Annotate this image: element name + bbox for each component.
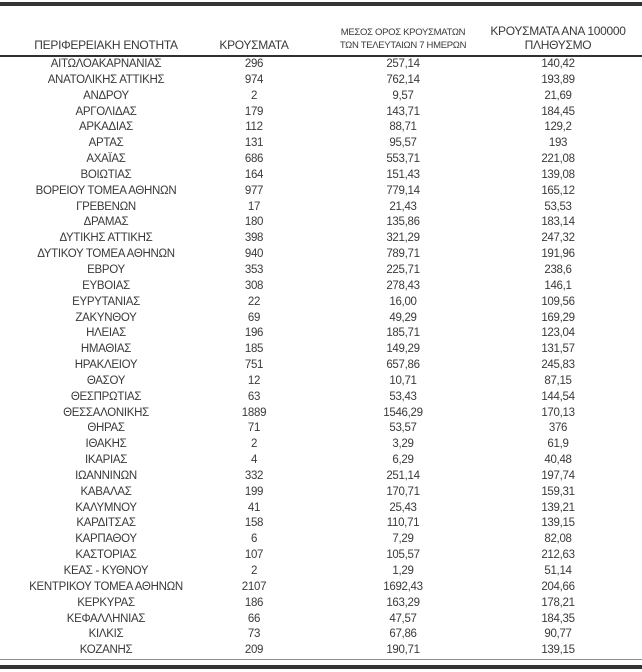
avg7-cell: 151,43: [386, 168, 420, 181]
header-region: ΠΕΡΙΦΕΡΕΙΑΚΗ ΕΝΟΤΗΤΑ: [0, 0, 212, 56]
avg7-cell: 257,14: [386, 58, 420, 70]
table-row: [0, 73, 642, 89]
table-row: [0, 295, 642, 311]
region-cell: ΑΙΤΩΛΟΑΚΑΡΝΑΝΙΑΣ: [50, 58, 162, 70]
per100k-cell: 129,2: [544, 121, 572, 134]
avg7-cell: 21,43: [389, 200, 417, 213]
header-avg7-line1: ΜΕΣΟΣ ΟΡΟΣ ΚΡΟΥΣΜΑΤΩΝ: [340, 27, 466, 38]
avg7-cell: 135,86: [386, 216, 420, 229]
cases-cell: 63: [247, 390, 261, 403]
cases-cell: 2: [250, 438, 258, 451]
table-row: [0, 358, 642, 374]
region-cell: ΚΑΡΔΙΤΣΑΣ: [76, 517, 136, 530]
avg7-cell: 149,29: [386, 343, 420, 356]
cases-cell: 1889: [241, 406, 267, 419]
region-cell: ΑΝΔΡΟΥ: [83, 89, 129, 102]
avg7-cell: 190,71: [386, 644, 420, 657]
region-cell: ΒΟΡΕΙΟΥ ΤΟΜΕΑ ΑΘΗΝΩΝ: [35, 184, 177, 197]
avg7-cell: 10,71: [389, 374, 417, 387]
table-row: [0, 643, 642, 659]
per100k-cell: 169,29: [541, 311, 575, 324]
cases-cell: 17: [247, 200, 261, 213]
avg7-cell: 110,71: [386, 517, 420, 530]
per100k-cell: 178,21: [541, 596, 575, 609]
per100k-cell: 193: [548, 137, 568, 150]
region-cell: ΑΝΑΤΟΛΙΚΗΣ ΑΤΤΙΚΗΣ: [47, 73, 165, 86]
avg7-cell: 251,14: [386, 469, 420, 482]
table-row: [0, 105, 642, 121]
avg7-cell: 321,29: [386, 232, 420, 245]
per100k-cell: 376: [548, 422, 568, 435]
per100k-cell: 140,42: [541, 58, 575, 70]
cases-cell: 199: [244, 485, 264, 498]
region-cell: ΚΟΖΑΝΗΣ: [79, 644, 133, 657]
cases-cell: 107: [244, 549, 264, 562]
avg7-cell: 143,71: [386, 105, 420, 118]
cases-cell: 974: [244, 73, 264, 86]
per100k-cell: 159,31: [541, 485, 575, 498]
table-row: [0, 56, 642, 73]
per100k-cell: 61,9: [547, 438, 569, 451]
region-cell: ΔΡΑΜΑΣ: [83, 216, 129, 229]
table-row: [0, 437, 642, 453]
region-cell: ΚΑΒΑΛΑΣ: [80, 485, 132, 498]
cases-cell: 112: [245, 121, 263, 134]
table-row: [0, 516, 642, 532]
per100k-cell: 165,12: [541, 184, 575, 197]
per100k-cell: 184,45: [541, 105, 575, 118]
per100k-cell: 146,1: [544, 279, 572, 292]
cases-cell: 2: [250, 565, 258, 577]
per100k-cell: 191,96: [541, 248, 575, 261]
table-row: [0, 263, 642, 279]
cases-cell: 186: [244, 596, 264, 609]
cases-cell: 180: [244, 216, 264, 229]
per100k-cell: 197,74: [541, 469, 575, 482]
cases-cell: 296: [244, 58, 264, 70]
per100k-cell: 193,89: [541, 73, 575, 86]
avg7-cell: 7,29: [392, 533, 414, 546]
avg7-cell: 170,71: [386, 485, 420, 498]
avg7-cell: 95,57: [389, 137, 417, 150]
cases-cell: 332: [244, 469, 264, 482]
table-row: [0, 627, 642, 643]
avg7-cell: 49,29: [389, 311, 417, 324]
header-row: [0, 0, 642, 56]
region-cell: ΚΕΦΑΛΛΗΝΙΑΣ: [66, 612, 146, 625]
table-row: [0, 215, 642, 231]
avg7-cell: 88,71: [389, 121, 417, 134]
table-row: [0, 120, 642, 136]
table-row: [0, 168, 642, 184]
region-cell: ΖΑΚΥΝΘΟΥ: [75, 311, 137, 324]
cases-cell: 196: [244, 327, 264, 340]
region-cell: ΚΙΛΚΙΣ: [88, 628, 124, 641]
avg7-cell: 25,43: [389, 501, 417, 514]
region-cell: ΘΑΣΟΥ: [86, 374, 126, 387]
bottom-rule: [0, 665, 642, 669]
table-row: [0, 485, 642, 501]
region-cell: ΗΛΕΙΑΣ: [86, 327, 126, 340]
header-per100k-line1: ΚΡΟΥΣΜΑΤΑ ΑΝΑ 100000: [490, 24, 626, 38]
cases-cell: 2: [250, 89, 258, 102]
avg7-cell: 67,86: [389, 628, 417, 641]
cases-cell: 6: [250, 533, 258, 546]
cases-cell: 73: [247, 628, 261, 641]
region-cell: ΕΥΒΟΙΑΣ: [82, 279, 130, 292]
per100k-cell: 40,48: [544, 454, 572, 467]
per100k-cell: 90,77: [544, 628, 572, 641]
region-cell: ΒΟΙΩΤΙΑΣ: [80, 168, 132, 181]
region-cell: ΘΕΣΣΑΛΟΝΙΚΗΣ: [63, 406, 149, 419]
cases-cell: 398: [244, 232, 264, 245]
avg7-cell: 9,57: [392, 89, 414, 102]
table-row: [0, 374, 642, 390]
cases-cell: 69: [247, 311, 261, 324]
region-cell: ΗΜΑΘΙΑΣ: [80, 343, 132, 356]
table-row: [0, 596, 642, 612]
region-cell: ΙΚΑΡΙΑΣ: [84, 454, 128, 467]
cases-cell: 940: [244, 248, 264, 261]
top-rule: [0, 2, 642, 6]
per100k-cell: 139,08: [541, 168, 575, 181]
header-cases: ΚΡΟΥΣΜΑΤΑ: [212, 0, 296, 56]
per100k-cell: 51,14: [544, 565, 572, 577]
avg7-cell: 779,14: [386, 184, 420, 197]
per100k-cell: 170,13: [541, 406, 575, 419]
region-cell: ΚΕΡΚΥΡΑΣ: [77, 596, 135, 609]
region-cell: ΘΗΡΑΣ: [87, 422, 125, 435]
region-cell: ΚΑΡΠΑΘΟΥ: [75, 533, 137, 546]
cases-cell: 12: [247, 374, 261, 387]
region-cell: ΕΥΡΥΤΑΝΙΑΣ: [72, 295, 140, 308]
table-row: [0, 231, 642, 247]
table-body: [0, 56, 642, 660]
region-cell: ΓΡΕΒΕΝΩΝ: [76, 200, 136, 213]
per100k-cell: 109,56: [541, 295, 575, 308]
header-per100k: [490, 0, 642, 56]
per100k-cell: 144,54: [541, 390, 575, 403]
region-cell: ΗΡΑΚΛΕΙΟΥ: [74, 359, 138, 372]
cases-cell: 22: [247, 295, 261, 308]
avg7-cell: 657,86: [386, 359, 420, 372]
table-row: [0, 469, 642, 485]
cases-cell: 41: [247, 501, 261, 514]
table-row: [0, 501, 642, 517]
avg7-cell: 6,29: [392, 454, 414, 467]
region-cell: ΚΑΛΥΜΝΟΥ: [75, 501, 137, 514]
table-row: [0, 564, 642, 580]
region-cell: ΔΥΤΙΚΟΥ ΤΟΜΕΑ ΑΘΗΝΩΝ: [37, 248, 175, 261]
region-cell: ΚΕΝΤΡΙΚΟΥ ΤΟΜΕΑ ΑΘΗΝΩΝ: [29, 580, 183, 593]
table-row: [0, 532, 642, 548]
region-cell: ΙΩΑΝΝΙΝΩΝ: [75, 469, 137, 482]
region-cell: ΘΕΣΠΡΩΤΙΑΣ: [70, 390, 142, 403]
table-row: [0, 184, 642, 200]
table-row: [0, 326, 642, 342]
avg7-cell: 1,29: [392, 565, 414, 577]
cases-cell: 977: [244, 184, 264, 197]
per100k-cell: 221,08: [541, 153, 575, 166]
avg7-cell: 16,00: [389, 295, 417, 308]
region-cell: ΑΡΓΟΛΙΔΑΣ: [75, 105, 137, 118]
table-row: [0, 453, 642, 469]
cases-cell: 4: [250, 454, 258, 467]
avg7-cell: 47,57: [389, 612, 417, 625]
table-row: [0, 342, 642, 358]
avg7-cell: 185,71: [386, 327, 420, 340]
cases-cell: 185: [244, 343, 264, 356]
avg7-cell: 278,43: [386, 279, 420, 292]
table-row: [0, 311, 642, 327]
table-row: [0, 421, 642, 437]
region-cell: ΚΕΑΣ - ΚΥΘΝΟΥ: [63, 565, 149, 577]
cases-cell: 131: [244, 137, 264, 150]
region-cell: ΙΘΑΚΗΣ: [85, 438, 127, 451]
table-row: [0, 136, 642, 152]
region-cell: ΑΧΑΪΑΣ: [86, 153, 126, 166]
cases-cell: 751: [244, 359, 264, 372]
per100k-cell: 184,35: [541, 612, 575, 625]
avg7-cell: 3,29: [392, 438, 414, 451]
per100k-cell: 21,69: [544, 89, 572, 102]
table-row: [0, 279, 642, 295]
avg7-cell: 53,43: [389, 390, 417, 403]
region-cell: ΑΡΤΑΣ: [88, 137, 124, 150]
header-per100k-line2: ΠΛΗΘΥΣΜΟ: [524, 38, 592, 52]
table-row: [0, 580, 642, 596]
cases-cell: 308: [244, 279, 264, 292]
avg7-cell: 553,71: [386, 153, 420, 166]
per100k-cell: 139,21: [541, 501, 575, 514]
table-row: [0, 247, 642, 263]
per100k-cell: 82,08: [544, 533, 572, 546]
header-avg7: [296, 0, 490, 56]
avg7-cell: 1692,43: [383, 580, 423, 593]
region-cell: ΔΥΤΙΚΗΣ ΑΤΤΙΚΗΣ: [59, 232, 153, 245]
avg7-cell: 163,29: [386, 596, 420, 609]
table-row: [0, 200, 642, 216]
per100k-cell: 139,15: [541, 644, 575, 657]
per100k-cell: 204,66: [541, 580, 575, 593]
per100k-cell: 139,15: [541, 517, 575, 530]
table-row: [0, 89, 642, 105]
table-row: [0, 406, 642, 422]
table-row: [0, 612, 642, 628]
avg7-cell: 225,71: [386, 263, 420, 276]
table-row: [0, 390, 642, 406]
avg7-cell: 53,57: [389, 422, 417, 435]
cases-cell: 158: [244, 517, 264, 530]
avg7-cell: 105,57: [386, 549, 420, 562]
per100k-cell: 212,63: [541, 549, 575, 562]
cases-cell: 164: [244, 168, 264, 181]
region-cell: ΑΡΚΑΔΙΑΣ: [79, 121, 133, 134]
per100k-cell: 247,32: [541, 232, 575, 245]
table-header: [0, 0, 642, 56]
cases-cell: 686: [244, 153, 264, 166]
per100k-cell: 123,04: [541, 327, 575, 340]
per100k-cell: 131,57: [541, 343, 575, 356]
cases-cell: 66: [247, 612, 261, 625]
per100k-cell: 238,6: [544, 263, 572, 276]
cases-cell: 353: [244, 263, 264, 276]
cases-cell: 179: [244, 105, 264, 118]
per100k-cell: 183,14: [541, 216, 575, 229]
avg7-cell: 762,14: [386, 73, 420, 86]
cases-cell: 2107: [241, 580, 267, 593]
per100k-cell: 245,83: [541, 359, 575, 372]
cases-cell: 71: [247, 422, 261, 435]
cases-cell: 209: [244, 644, 264, 657]
table-row: [0, 548, 642, 564]
header-avg7-line2: ΤΩΝ ΤΕΛΕΥΤΑΙΩΝ 7 ΗΜΕΡΩΝ: [339, 40, 467, 51]
avg7-cell: 789,71: [386, 248, 420, 261]
per100k-cell: 53,53: [544, 200, 572, 213]
per100k-cell: 87,15: [544, 374, 572, 387]
region-cell: ΚΑΣΤΟΡΙΑΣ: [75, 549, 137, 562]
avg7-cell: 1546,29: [383, 406, 423, 419]
table-row: [0, 152, 642, 168]
region-cell: ΕΒΡΟΥ: [87, 263, 125, 276]
